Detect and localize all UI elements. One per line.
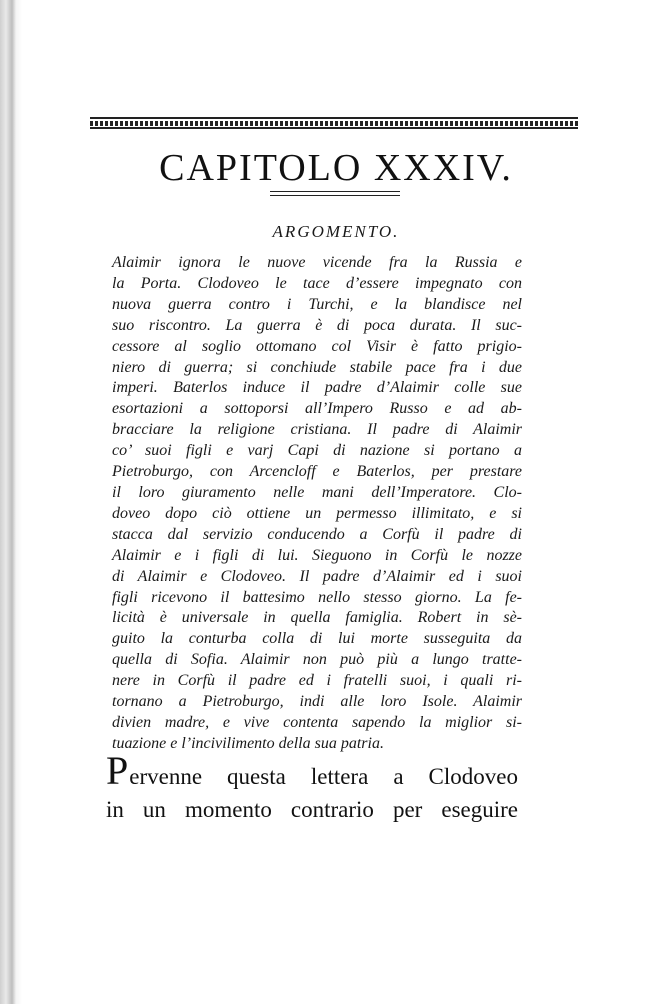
summary-line: divien madre, e vive contenta sapendo la miglior si- [112,713,522,731]
body-line: in un momento contrario per eseguire [106,797,518,822]
summary-line: figli ricevono il battesimo nello stesso giorno. La fe- [112,588,522,606]
summary-line: quella di Sofia. Alaimir non può più a lungo tratte- [112,651,522,669]
summary-line: la Porta. Clodoveo le tace d’essere impegnato con [112,274,522,292]
summary-line: co’ suoi figli e varj Capi di nazione si portano a [112,442,522,460]
body-line-text: ervenne questa lettera a Clodoveo [129,764,518,789]
summary-line: esortazioni a sottoporsi all’Impero Russo e ad ab- [112,400,522,418]
summary-line: guito la conturba colla di lui morte susseguita da [112,630,522,648]
drop-cap: P [106,748,129,793]
summary-line: doveo dopo ciò ottiene un permesso illimitato, e si [112,504,522,522]
summary-line: licità è universale in quella famiglia. Robert in sè- [112,609,522,627]
ornamental-rule [90,116,578,130]
summary-line: tuazione e l’incivilimento della sua patria. [112,734,384,752]
summary-line: stacca dal servizio conducendo a Corfù il padre di [112,525,522,543]
chapter-summary [112,253,522,755]
summary-line: nuova guerra contro i Turchi, e la blandisce nel [112,295,522,313]
chapter-title: CAPITOLO XXXIV. [159,147,513,189]
summary-line: Alaimir e i figli di lui. Sieguono in Corfù le nozze [112,546,522,564]
summary-line: Alaimir ignora le nuove vicende fra la Russia e [112,254,522,271]
summary-line: cessore al soglio ottomano col Visir è fatto prigio- [112,337,522,355]
summary-line: di Alaimir e Clodoveo. Il padre d’Alaimir ed i suoi [112,567,522,585]
summary-line: il loro giuramento nelle mani dell’Imperatore. Clo- [112,483,522,501]
summary-line: Pietroburgo, con Arcencloff e Baterlos, per prestare [112,463,522,481]
summary-line: niero di guerra; si conchiude stabile pace fra i due [112,358,522,376]
body-line [106,748,518,793]
summary-line: suo riscontro. La guerra è di poca durata. Il suc- [112,316,522,334]
title-double-rule [270,190,400,197]
summary-line: bracciare la religione cristiana. Il padre di Alaimir [112,421,522,439]
body-text [106,748,518,826]
summary-line: imperi. Baterlos induce il padre d’Alaimir colle sue [112,379,522,397]
argument-heading: ARGOMENTO. [272,222,400,241]
summary-line: tornano a Pietroburgo, indi alle loro Isole. Alaimir [112,693,522,711]
summary-line: nere in Corfù il padre ed i fratelli suoi, i quali ri- [112,672,522,690]
